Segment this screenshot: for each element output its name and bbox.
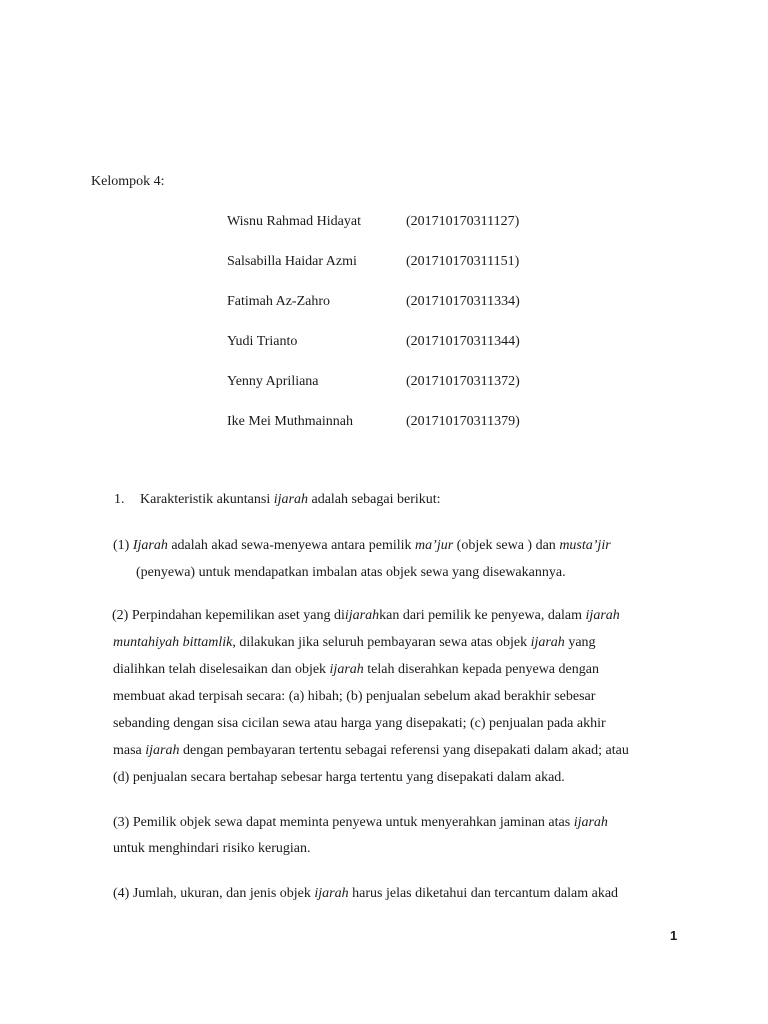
member-name: Yenny Apriliana — [227, 374, 319, 389]
paragraph-2-line-1: (2) Perpindahan kepemilikan aset yang diijarahkan dari pemilik ke penyewa, dalam ijarah — [112, 608, 620, 623]
paragraph-2-line-7: (d) penjualan secara bertahap sebesar harga tertentu yang disepakati dalam akad. — [113, 770, 565, 785]
member-name: Salsabilla Haidar Azmi — [227, 254, 357, 269]
member-name: Fatimah Az-Zahro — [227, 294, 331, 309]
paragraph-4-line-1: (4) Jumlah, ukuran, dan jenis objek ijarah harus jelas diketahui dan tercantum dalam akad — [113, 886, 619, 901]
paragraph-3-line-1: (3) Pemilik objek sewa dapat meminta penyewa untuk menyerahkan jaminan atas ijarah — [113, 815, 608, 830]
member-name: Wisnu Rahmad Hidayat — [227, 214, 361, 229]
paragraph-2-line-4: membuat akad terpisah secara: (a) hibah; (b) penjualan sebelum akad berakhir sebesar — [113, 689, 596, 704]
paragraph-2-line-2: muntahiyah bittamlik, dilakukan jika seluruh pembayaran sewa atas objek ijarah yang — [113, 635, 596, 650]
section-number: 1. — [114, 492, 125, 507]
paragraph-1-line-2: (penyewa) untuk mendapatkan imbalan atas objek sewa yang disewakannya. — [136, 565, 566, 580]
page-number: 1 — [670, 928, 678, 943]
member-name: Yudi Trianto — [227, 334, 298, 349]
member-nim: (201710170311372) — [406, 374, 520, 389]
paragraph-2-line-6: masa ijarah dengan pembayaran tertentu sebagai referensi yang disepakati dalam akad; atau — [113, 743, 629, 758]
paragraph-2-line-3: dialihkan telah diselesaikan dan objek ijarah telah diserahkan kepada penyewa dengan — [113, 662, 599, 677]
member-nim: (201710170311379) — [406, 414, 520, 429]
paragraph-1-line-1: (1) Ijarah adalah akad sewa-menyewa antara pemilik ma’jur (objek sewa ) dan musta’jir — [113, 538, 611, 553]
section-heading: Karakteristik akuntansi ijarah adalah sebagai berikut: — [140, 492, 441, 507]
paragraph-3-line-2: untuk menghindari risiko kerugian. — [113, 841, 311, 856]
member-nim: (201710170311151) — [406, 254, 520, 269]
group-label: Kelompok 4: — [91, 174, 165, 189]
member-nim: (201710170311334) — [406, 294, 520, 309]
member-name: Ike Mei Muthmainnah — [227, 414, 353, 429]
paragraph-2-line-5: sebanding dengan sisa cicilan sewa atau harga yang disepakati; (c) penjualan pada akhir — [113, 716, 606, 731]
member-nim: (201710170311344) — [406, 334, 520, 349]
member-nim: (201710170311127) — [406, 214, 520, 229]
